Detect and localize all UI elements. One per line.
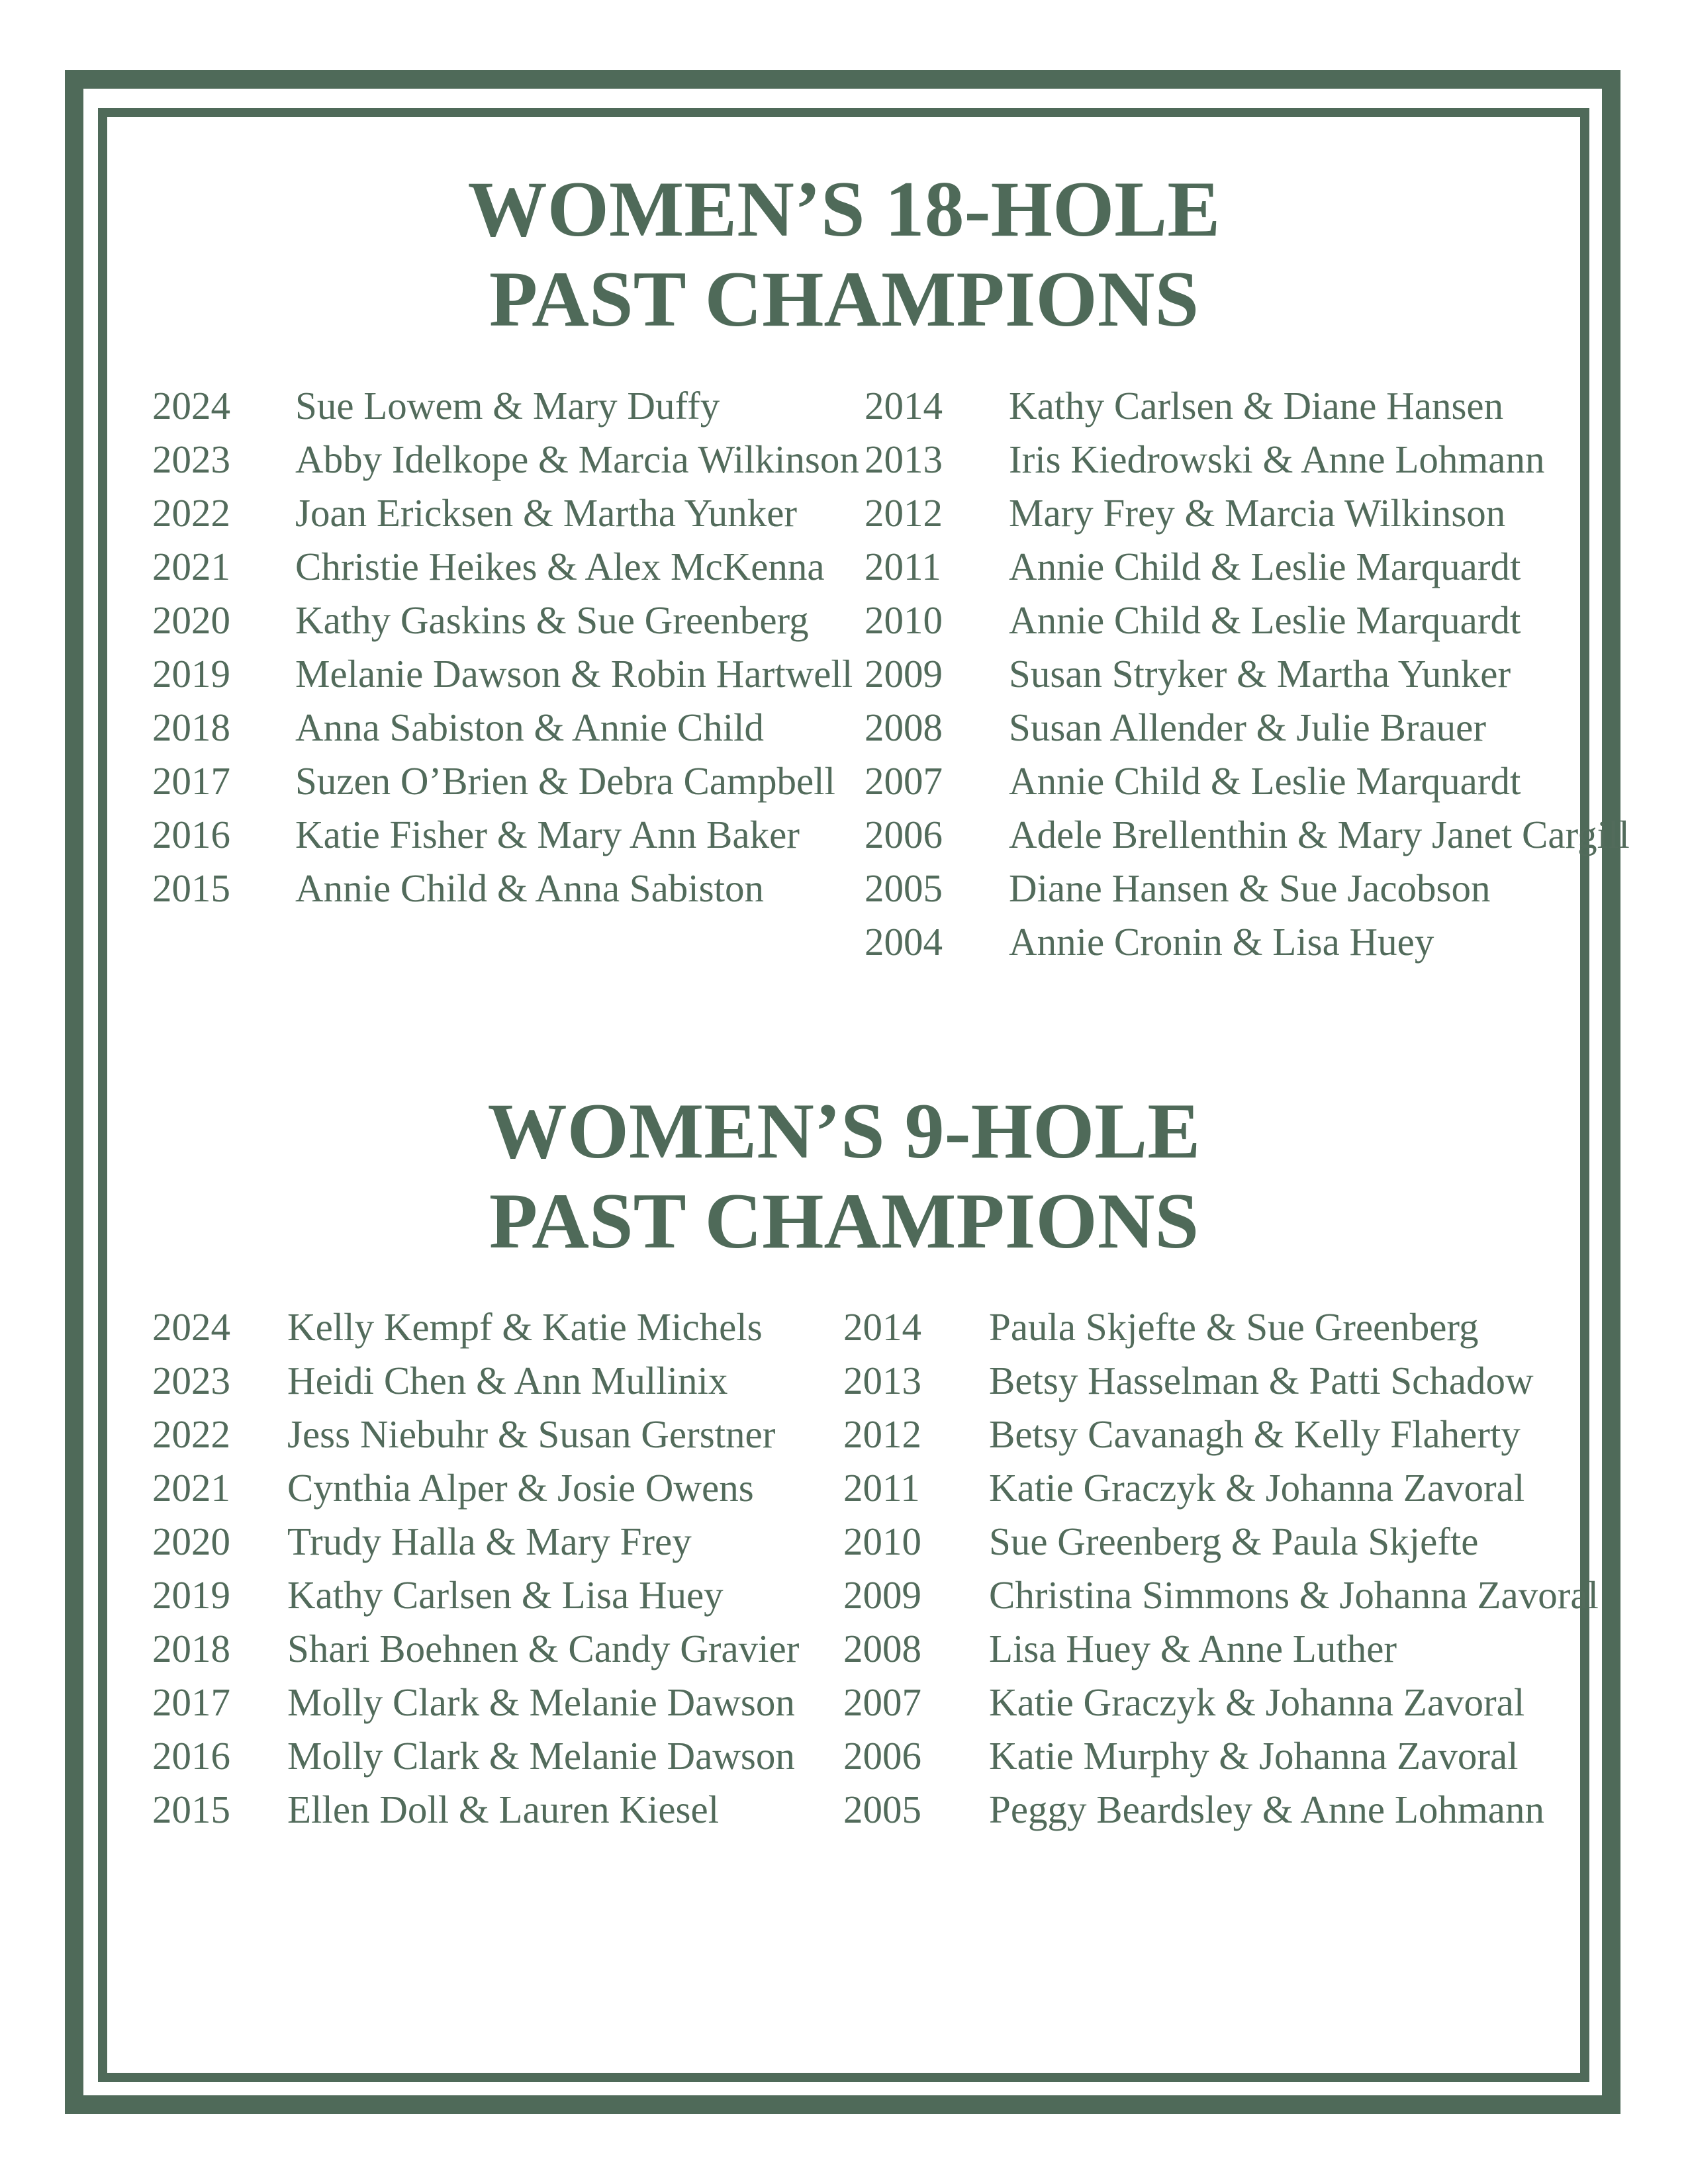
champion-entry (843, 1783, 1598, 1837)
champion-entry (152, 1783, 841, 1837)
champion-entry (152, 1729, 841, 1783)
champion-entry (152, 1676, 841, 1729)
champion-year: 2008 (843, 1627, 921, 1670)
champion-entry (152, 754, 861, 808)
champion-year: 2004 (865, 920, 943, 964)
champion-year: 2006 (843, 1734, 921, 1778)
champion-year: 2010 (843, 1520, 921, 1563)
champion-names: Molly Clark & Melanie Dawson (287, 1680, 795, 1724)
champion-entry (152, 1622, 841, 1676)
champion-year: 2008 (865, 705, 943, 749)
champion-entry (843, 1408, 1598, 1461)
section-9-hole-left-column (152, 1300, 841, 1837)
champion-year: 2016 (152, 1734, 230, 1778)
champion-names: Annie Child & Anna Sabiston (295, 866, 764, 910)
champion-year: 2009 (865, 652, 943, 696)
champion-entry (865, 379, 1599, 433)
champion-entry (843, 1300, 1598, 1354)
champion-names: Kelly Kempf & Katie Michels (287, 1305, 763, 1349)
champion-names: Peggy Beardsley & Anne Lohmann (989, 1788, 1544, 1831)
champion-year: 2014 (865, 384, 943, 428)
champion-entry (865, 701, 1599, 754)
champion-names: Katie Graczyk & Johanna Zavoral (989, 1466, 1525, 1510)
champion-entry (152, 701, 861, 754)
champion-entry (865, 915, 1599, 969)
champion-year: 2012 (865, 491, 943, 535)
champion-names: Molly Clark & Melanie Dawson (287, 1734, 795, 1778)
champion-year: 2012 (843, 1412, 921, 1456)
champion-names: Abby Idelkope & Marcia Wilkinson (295, 437, 859, 481)
champion-names: Adele Brellenthin & Mary Janet Cargill (1009, 813, 1630, 856)
section-18-hole-title (0, 164, 1688, 344)
champion-names: Christina Simmons & Johanna Zavoral (989, 1573, 1599, 1617)
champion-year: 2024 (152, 384, 230, 428)
champion-names: Katie Graczyk & Johanna Zavoral (989, 1680, 1525, 1724)
champion-year: 2011 (843, 1466, 920, 1510)
champion-year: 2013 (843, 1359, 921, 1402)
section-9-hole-title-line2: PAST CHAMPIONS (489, 1177, 1199, 1265)
champion-names: Lisa Huey & Anne Luther (989, 1627, 1397, 1670)
champion-year: 2010 (865, 598, 943, 642)
champion-entry (865, 433, 1599, 486)
champion-entry (152, 540, 861, 594)
champion-year: 2018 (152, 705, 230, 749)
champion-year: 2013 (865, 437, 943, 481)
champion-names: Joan Ericksen & Martha Yunker (295, 491, 798, 535)
section-18-hole-title-line1: WOMEN’S 18-HOLE (467, 165, 1221, 253)
champion-entry (865, 540, 1599, 594)
champion-entry (843, 1515, 1598, 1569)
champion-entry (152, 862, 861, 915)
champion-entry (152, 1408, 841, 1461)
section-9-hole-right-column (843, 1300, 1598, 1837)
champion-names: Iris Kiedrowski & Anne Lohmann (1009, 437, 1545, 481)
champion-entry (152, 594, 861, 647)
champion-year: 2023 (152, 1359, 230, 1402)
champion-names: Annie Child & Leslie Marquardt (1009, 598, 1521, 642)
champion-names: Melanie Dawson & Robin Hartwell (295, 652, 853, 696)
champion-names: Annie Child & Leslie Marquardt (1009, 759, 1521, 803)
champion-entry (152, 1569, 841, 1622)
champion-names: Anna Sabiston & Annie Child (295, 705, 764, 749)
champion-year: 2022 (152, 491, 230, 535)
champion-entry (865, 754, 1599, 808)
champion-year: 2015 (152, 866, 230, 910)
champion-entry (843, 1622, 1598, 1676)
champion-names: Betsy Hasselman & Patti Schadow (989, 1359, 1534, 1402)
champion-entry (152, 1461, 841, 1515)
champion-year: 2009 (843, 1573, 921, 1617)
champion-names: Mary Frey & Marcia Wilkinson (1009, 491, 1506, 535)
champion-names: Kathy Carlsen & Diane Hansen (1009, 384, 1504, 428)
champion-entry (152, 808, 861, 862)
champion-names: Shari Boehnen & Candy Gravier (287, 1627, 800, 1670)
champion-names: Annie Child & Leslie Marquardt (1009, 545, 1521, 588)
champion-entry (865, 808, 1630, 862)
section-9-hole-title-line1: WOMEN’S 9-HOLE (487, 1087, 1201, 1175)
champion-year: 2006 (865, 813, 943, 856)
champion-names: Katie Fisher & Mary Ann Baker (295, 813, 800, 856)
champion-year: 2020 (152, 598, 230, 642)
champion-names: Susan Allender & Julie Brauer (1009, 705, 1486, 749)
section-18-hole-left-column (152, 379, 861, 915)
champion-names: Ellen Doll & Lauren Kiesel (287, 1788, 720, 1831)
champion-year: 2017 (152, 1680, 230, 1724)
champion-names: Christie Heikes & Alex McKenna (295, 545, 825, 588)
champion-year: 2021 (152, 1466, 230, 1510)
champion-year: 2014 (843, 1305, 921, 1349)
section-9-hole-title (0, 1086, 1688, 1266)
champion-names: Betsy Cavanagh & Kelly Flaherty (989, 1412, 1521, 1456)
champion-year: 2005 (843, 1788, 921, 1831)
champion-names: Sue Greenberg & Paula Skjefte (989, 1520, 1479, 1563)
champion-year: 2019 (152, 1573, 230, 1617)
champion-entry (152, 433, 861, 486)
champion-entry (843, 1676, 1598, 1729)
champion-entry (843, 1354, 1598, 1408)
champion-entry (843, 1729, 1598, 1783)
champion-year: 2018 (152, 1627, 230, 1670)
champion-names: Paula Skjefte & Sue Greenberg (989, 1305, 1479, 1349)
section-18-hole-title-line2: PAST CHAMPIONS (489, 255, 1199, 343)
champion-entry (843, 1461, 1598, 1515)
champion-names: Heidi Chen & Ann Mullinix (287, 1359, 728, 1402)
champion-names: Kathy Gaskins & Sue Greenberg (295, 598, 809, 642)
champion-year: 2015 (152, 1788, 230, 1831)
section-18-hole-right-column (865, 379, 1630, 969)
champion-names: Annie Cronin & Lisa Huey (1009, 920, 1434, 964)
champion-entry (152, 647, 861, 701)
champion-year: 2016 (152, 813, 230, 856)
champion-entry (865, 486, 1599, 540)
champion-names: Suzen O’Brien & Debra Campbell (295, 759, 835, 803)
champion-year: 2007 (865, 759, 943, 803)
champion-names: Kathy Carlsen & Lisa Huey (287, 1573, 724, 1617)
champion-entry (865, 647, 1599, 701)
champion-entry (152, 379, 861, 433)
champion-year: 2022 (152, 1412, 230, 1456)
champion-year: 2020 (152, 1520, 230, 1563)
champion-year: 2005 (865, 866, 943, 910)
champion-year: 2007 (843, 1680, 921, 1724)
champion-names: Trudy Halla & Mary Frey (287, 1520, 692, 1563)
champion-entry (865, 862, 1599, 915)
champion-year: 2024 (152, 1305, 230, 1349)
champion-entry (152, 486, 861, 540)
champion-year: 2023 (152, 437, 230, 481)
champion-year: 2011 (865, 545, 941, 588)
champion-year: 2017 (152, 759, 230, 803)
champion-entry (152, 1354, 841, 1408)
champion-year: 2021 (152, 545, 230, 588)
champion-year: 2019 (152, 652, 230, 696)
champion-entry (843, 1569, 1598, 1622)
champion-entry (865, 594, 1599, 647)
champion-names: Katie Murphy & Johanna Zavoral (989, 1734, 1519, 1778)
champion-entry (152, 1515, 841, 1569)
champion-names: Susan Stryker & Martha Yunker (1009, 652, 1511, 696)
champion-names: Jess Niebuhr & Susan Gerstner (287, 1412, 776, 1456)
champion-entry (152, 1300, 841, 1354)
champion-names: Cynthia Alper & Josie Owens (287, 1466, 754, 1510)
champion-names: Diane Hansen & Sue Jacobson (1009, 866, 1491, 910)
champion-names: Sue Lowem & Mary Duffy (295, 384, 720, 428)
